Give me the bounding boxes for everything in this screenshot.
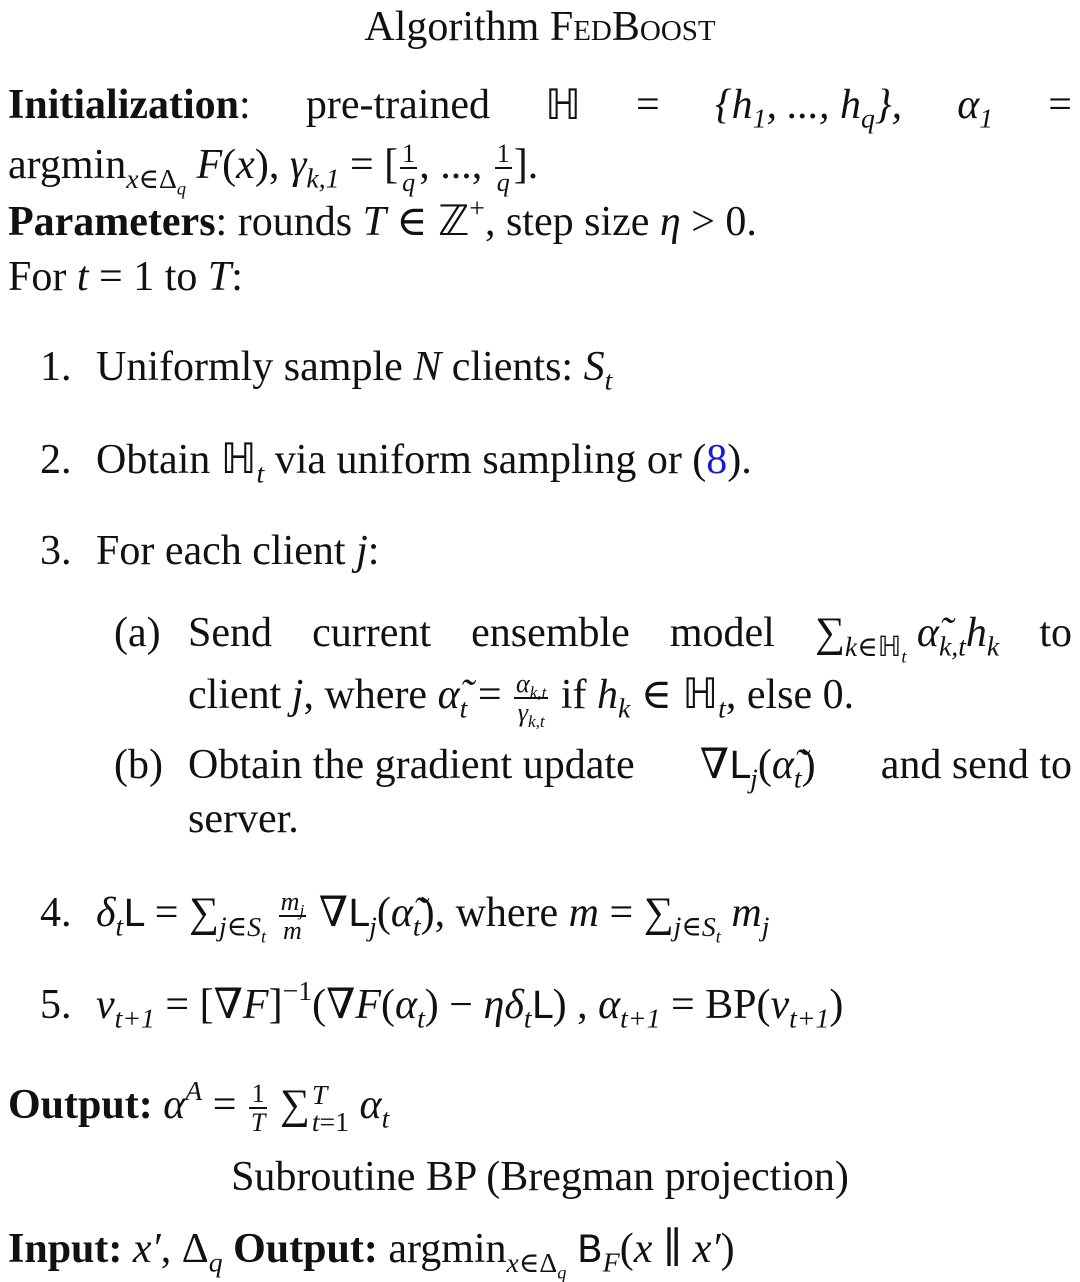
algorithm-title-prefix: Algorithm xyxy=(364,4,540,50)
step-3-text: For each client xyxy=(96,528,346,574)
step-4-where: , where xyxy=(434,889,559,936)
step-3a-if: if xyxy=(560,671,587,718)
step-3-number: 3. xyxy=(40,528,72,574)
step-1-clients: clients: xyxy=(451,344,574,390)
initialization-line-1: Initialization: pre-trained ℍ = {$h_1$, ..., $h_q$}, $\alpha_1$ = xyxy=(8,80,1072,134)
subroutine-io-line: Input: x′, $\Delta_q$ Output: argmin$_{x\in\Delta_q}$ $B_F(x$ ∥ x′) xyxy=(8,1226,735,1282)
parameters-line: Parameters: rounds T ∈ ℤ+, step size η > 0. xyxy=(8,191,757,245)
step-4: 4. $\delta_tL = \sum_{j\in S_t}$ $\frac{m_j}{m}$ $\nabla L_j(\alphã_t)$, where $m = \sum_{j\in S_t}$ $m_j$ xyxy=(40,887,770,947)
step-2-text: via uniform sampling or ( xyxy=(274,437,707,483)
step-3b-text-3: server. xyxy=(188,796,299,842)
subroutine-title: Subroutine BP (Bregman projection) xyxy=(231,1154,849,1200)
initialization-line-2: argmin$_{x\in\Delta_q}$ F(x), $\gamma_{k,1}$ = [ $\frac{1}{q}$ , ..., $\frac{1}{q}$ ]. xyxy=(8,139,539,199)
step-3a-word-2: current xyxy=(312,610,432,656)
step-3a-label: (a) xyxy=(114,610,161,656)
step-3a-to: to xyxy=(1039,610,1072,656)
step-3a-word-4: model xyxy=(669,610,775,656)
subroutine-output-label: Output: xyxy=(233,1226,378,1272)
step-3b-label: (b) xyxy=(114,742,163,788)
step-3: 3. For each client j: xyxy=(40,528,380,574)
step-4-number: 4. xyxy=(40,889,72,936)
step-5: 5. $v_{t+1} = [\nabla F]^{-1}(\nabla F(\alpha_t) - \eta\delta_tL)$ , $\alpha_{t+1} = BP(v_{t+1})$ xyxy=(40,974,844,1034)
initialization-text: pre-trained xyxy=(305,82,491,128)
step-5-bp: BP xyxy=(705,982,757,1028)
step-3b-text-1: Obtain the gradient update xyxy=(188,742,635,788)
initialization-label: Initialization xyxy=(8,82,240,128)
for-line: For t = 1 to T: xyxy=(8,254,243,300)
step-1-text: Uniformly sample xyxy=(96,344,403,390)
equation-ref-8[interactable]: 8 xyxy=(706,437,728,483)
step-2-number: 2. xyxy=(40,437,72,483)
output-label: Output: xyxy=(8,1081,153,1128)
output-line: Output: $\alpha^A$ = $\frac{1}{T}$ ∑ T t=1 $\alpha_t$ xyxy=(8,1074,390,1138)
step-3a-word-3: ensemble xyxy=(471,610,630,656)
step-2-obtain: Obtain xyxy=(96,437,211,483)
step-2-end: ). xyxy=(727,437,752,483)
algorithm-title-name: FedBoost xyxy=(549,4,716,50)
parameters-label: Parameters xyxy=(8,199,216,245)
step-1: 1. Uniformly sample N clients: $S_t$ xyxy=(40,344,613,396)
step-3a-client: client xyxy=(188,671,282,718)
to-text: to xyxy=(164,254,198,300)
step-1-number: 1. xyxy=(40,344,72,390)
step-3a-where: , where xyxy=(303,671,428,718)
subroutine-input-label: Input: xyxy=(8,1226,123,1272)
step-5-number: 5. xyxy=(40,982,72,1028)
step-3a-else: , else 0. xyxy=(725,671,855,718)
for-text: For xyxy=(8,254,67,300)
step-3b-text-2: and send to xyxy=(880,742,1072,788)
algorithm-title xyxy=(0,6,1080,48)
parameters-rounds: rounds xyxy=(237,199,353,245)
subroutine-argmin: argmin xyxy=(388,1226,507,1272)
step-3b-line-1: Obtain the gradient update $\nabla L_j(\alphã_t)$ and send to xyxy=(188,742,1072,794)
step-2: 2. Obtain ℍ$_t$ via uniform sampling or (8). xyxy=(40,434,752,489)
step-3a-line-1: Send current ensemble model $\sum_{k\in ℍ_t}$ $\alphã_{k,t}h_k$ to xyxy=(188,610,1072,667)
parameters-step: step size xyxy=(505,199,650,245)
step-3a-word-1: Send xyxy=(188,610,272,656)
step-3a-line-2: client j, where $\alphã_t$ = $\frac{\alpha_{k,t}}{\gamma_{k,t}}$ if $h_k$ ∈ ℍ$_t$, else 0. xyxy=(188,668,855,732)
